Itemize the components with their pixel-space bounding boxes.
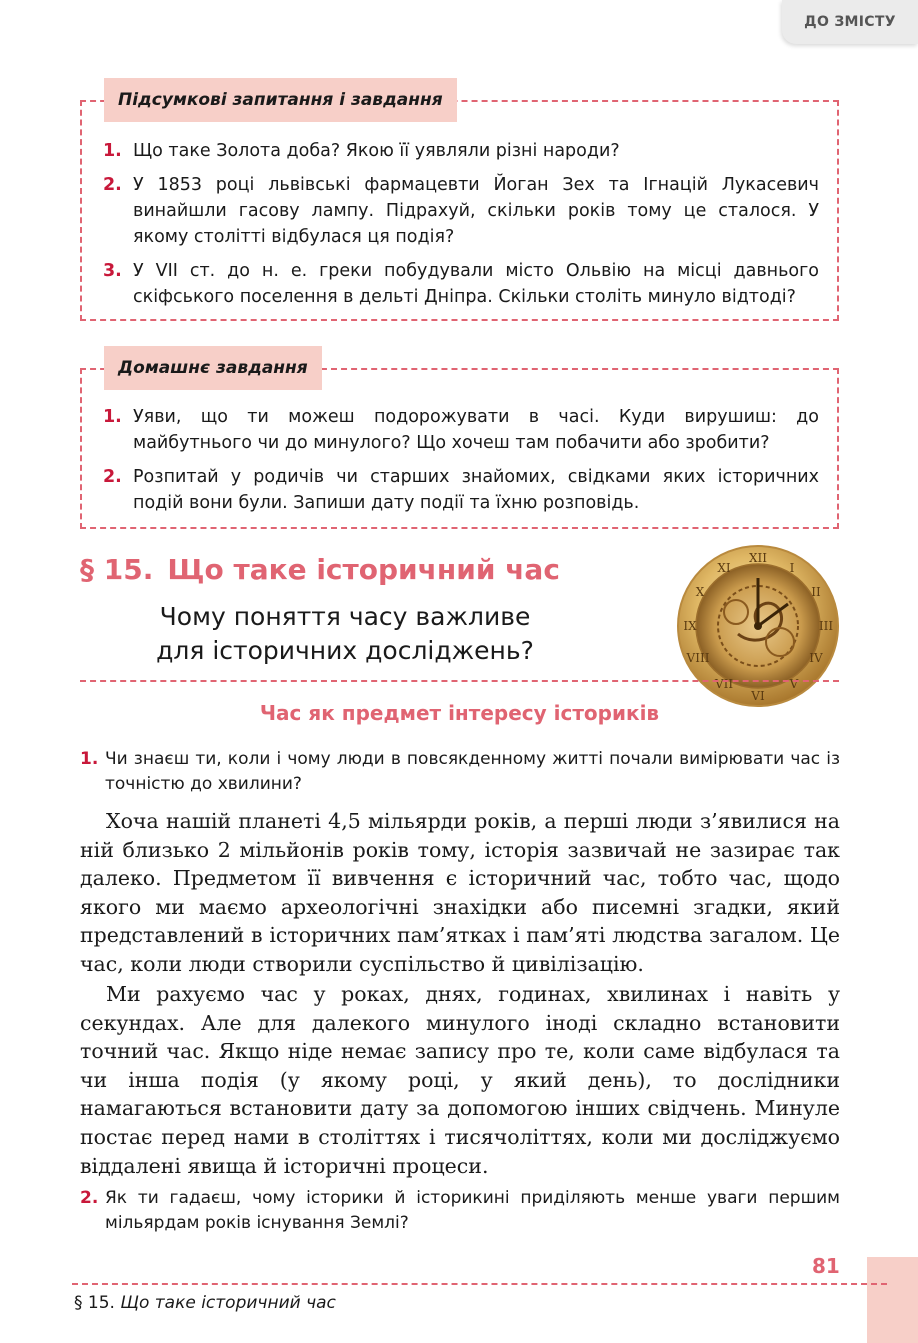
- svg-text:X: X: [695, 585, 705, 599]
- svg-text:VI: VI: [751, 689, 765, 703]
- homework-list: [82, 404, 837, 516]
- svg-text:VII: VII: [714, 677, 734, 691]
- task-question: [80, 747, 840, 797]
- section-key-question: [130, 600, 560, 668]
- svg-text:IV: IV: [809, 651, 823, 665]
- svg-text:IX: IX: [683, 619, 697, 633]
- question-number: 1.: [103, 141, 122, 161]
- homework-box-title: Домашнє завдання: [104, 346, 322, 390]
- question-number: 2.: [103, 175, 122, 195]
- body-paragraph: Хоча нашій планеті 4,5 мільярди років, а перші люди з’явилися на ній близько 2 мільйонів років тому, історія зазвичай не зазирає так далеко. Предметом її вивчення є історичний час, тобто час, щодо якого ми маємо археологічні знахідки або писемні згадки, який представлений в історичних пам’ятках і пам’яті людства загалом. Це час, коли люди створили суспільство й цивілізацію.: [80, 809, 840, 976]
- footer-section-number: § 15.: [74, 1293, 115, 1313]
- footer-divider: [72, 1283, 887, 1285]
- question-text: У 1853 році львівські фармацевти Йоган Зех та Ігнацій Лукасевич винайшли гасову лампу. Підрахуй, скільки років тому це сталося. У якому столітті відбулася ця подія?: [133, 175, 819, 247]
- question-text: Що таке Золота доба? Якою її уявляли різні народи?: [133, 141, 620, 161]
- svg-text:V: V: [789, 677, 799, 691]
- key-question-line: Чому поняття часу важливе: [159, 602, 531, 631]
- list-item: [82, 172, 837, 250]
- page-number: 81: [812, 1254, 840, 1278]
- toc-button[interactable]: ДО ЗМІСТУ: [782, 0, 918, 44]
- list-item: [82, 258, 837, 310]
- clock-face-icon: [676, 544, 840, 708]
- svg-text:III: III: [818, 619, 834, 633]
- question-number: 1.: [103, 407, 122, 427]
- list-item: [82, 464, 837, 516]
- footer-section-ref: [74, 1293, 336, 1313]
- task-number: 2.: [80, 1188, 99, 1208]
- page-edge-strip: [867, 1257, 918, 1343]
- question-text: Уяви, що ти можеш подорожувати в часі. Куди вирушиш: до майбутнього чи до минулого? Що хочеш там побачити або зробити?: [133, 407, 819, 453]
- section-title: [80, 553, 560, 586]
- key-question-line: для історичних досліджень?: [156, 636, 534, 665]
- list-item: [82, 404, 837, 456]
- homework-box: [80, 358, 839, 529]
- section-number: § 15.: [80, 553, 154, 586]
- task-text: Чи знаєш ти, коли і чому люди в повсякденному житті почали вимірювати час із точністю до хвилини?: [105, 749, 840, 794]
- svg-text:XI: XI: [717, 561, 731, 575]
- summary-question-list: [82, 138, 837, 310]
- question-number: 2.: [103, 467, 122, 487]
- body-paragraph: Ми рахуємо час у роках, днях, годинах, хвилинах і навіть у секундах. Але для далекого минулого іноді складно встановити точний час. Якщо ніде немає запису про те, коли саме відбулася та чи інша подія (у якому році, у який день), то дослідники намагаються встановити дату за допомогою інших свідчень. Минуле постає перед нами в століттях і тисячоліттях, коли ми досліджуємо віддалені явища й історичні процеси.: [80, 982, 840, 1178]
- footer-section-title: Що таке історичний час: [120, 1293, 336, 1313]
- svg-text:VIII: VIII: [686, 651, 710, 665]
- subheading: Час як предмет інтересу істориків: [259, 701, 660, 725]
- list-item: [82, 138, 837, 164]
- svg-text:I: I: [789, 561, 795, 575]
- section-title-text: Що таке історичний час: [167, 553, 560, 586]
- svg-text:II: II: [811, 585, 821, 599]
- summary-questions-box: [80, 90, 839, 321]
- summary-box-title: Підсумкові запитання і завдання: [104, 78, 457, 122]
- section-divider: [80, 680, 839, 682]
- question-text: У VII ст. до н. е. греки побудували місто Ольвію на місці давнього скіфського поселення в дельті Дніпра. Скільки століть минуло відтоді?: [133, 261, 819, 307]
- task-question: [80, 1186, 840, 1236]
- task-number: 1.: [80, 749, 99, 769]
- question-text: Розпитай у родичів чи старших знайомих, свідками яких історичних подій вони були. Запиши дату події та їхню розповідь.: [133, 467, 819, 513]
- task-text: Як ти гадаєш, чому історики й історикині приділяють менше уваги першим мільярдам років існування Землі?: [105, 1188, 840, 1233]
- svg-text:XII: XII: [748, 551, 768, 565]
- question-number: 3.: [103, 261, 122, 281]
